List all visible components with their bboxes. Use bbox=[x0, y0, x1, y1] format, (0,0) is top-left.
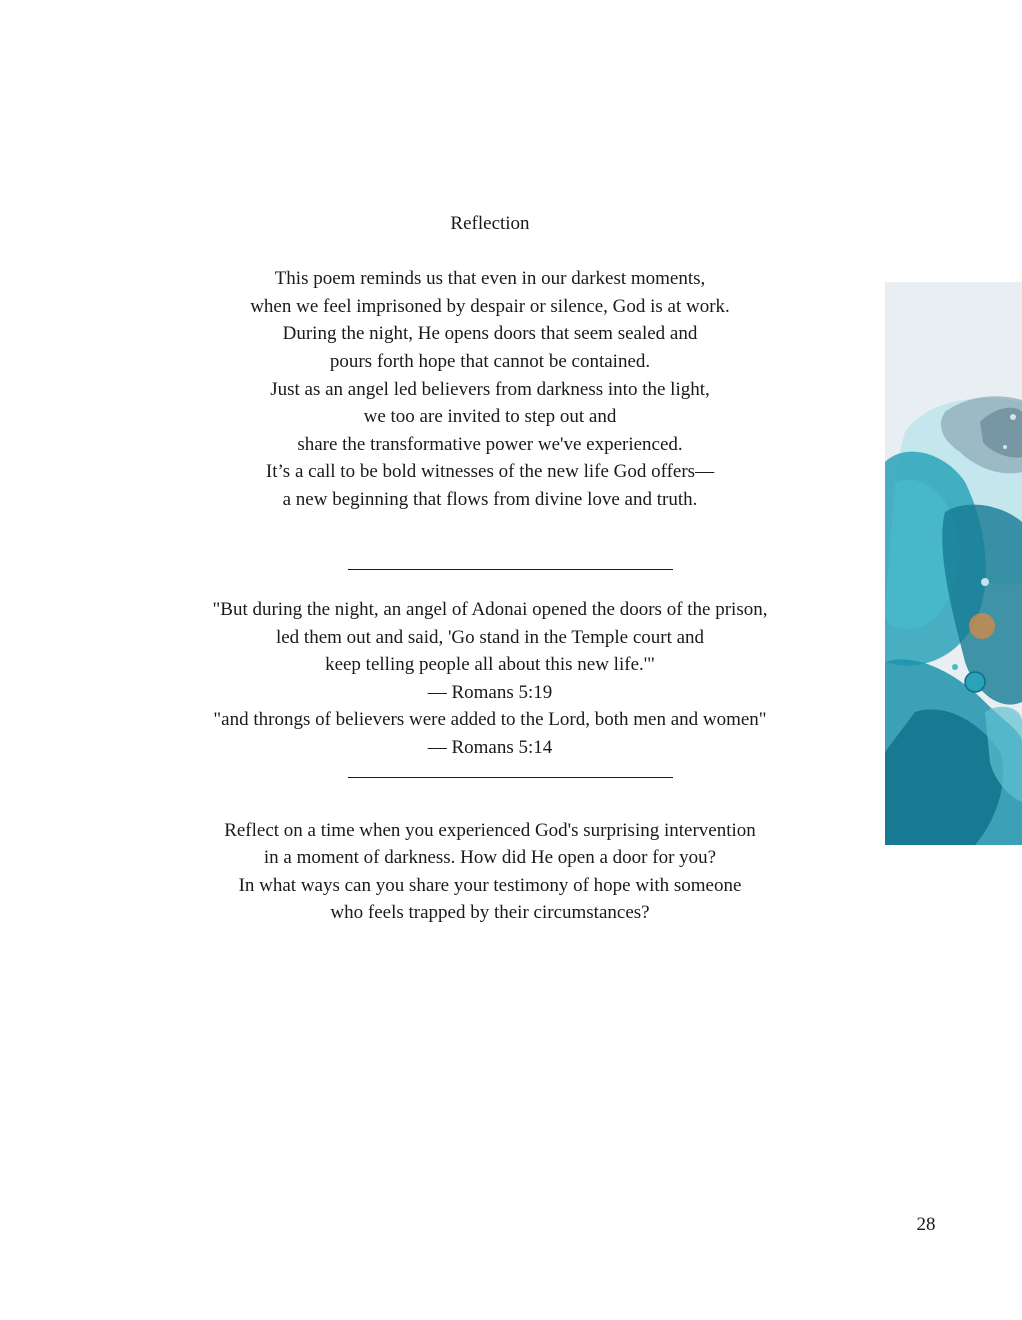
prompt-line: in a moment of darkness. How did He open a door for you? bbox=[263, 847, 717, 868]
page-number: 28 bbox=[916, 1214, 936, 1235]
scripture-line: led them out and said, 'Go stand in the Temple court and bbox=[275, 627, 705, 648]
reflection-line: a new beginning that flows from divine love and truth. bbox=[282, 489, 698, 510]
watercolor-art-image bbox=[885, 282, 1022, 845]
reflection-line: During the night, He opens doors that seem sealed and bbox=[282, 323, 698, 344]
reflection-line: It’s a call to be bold witnesses of the new life God offers— bbox=[265, 461, 715, 482]
reflection-line: This poem reminds us that even in our darkest moments, bbox=[274, 268, 706, 289]
reflection-line: when we feel imprisoned by despair or silence, God is at work. bbox=[250, 296, 730, 317]
reflection-line: pours forth hope that cannot be contained. bbox=[329, 351, 651, 372]
reflection-line: share the transformative power we've experienced. bbox=[297, 434, 683, 455]
scripture-citation: — Romans 5:19 bbox=[427, 682, 553, 703]
prompt-line: Reflect on a time when you experienced God's surprising intervention bbox=[224, 820, 756, 841]
scripture-line: "But during the night, an angel of Adonai opened the doors of the prison, bbox=[212, 599, 768, 620]
prompt-line: In what ways can you share your testimony of hope with someone bbox=[238, 875, 742, 896]
scripture-line: keep telling people all about this new life.'" bbox=[325, 654, 655, 675]
reflection-line: we too are invited to step out and bbox=[363, 406, 617, 427]
scripture-citation: — Romans 5:14 bbox=[427, 737, 553, 758]
scripture-line: "and throngs of believers were added to the Lord, both men and women" bbox=[213, 709, 767, 730]
divider-rule-top bbox=[348, 569, 673, 570]
divider-rule-bottom bbox=[348, 777, 673, 778]
reflection-line: Just as an angel led believers from darkness into the light, bbox=[270, 379, 710, 400]
section-heading: Reflection bbox=[450, 213, 530, 234]
prompt-line: who feels trapped by their circumstances? bbox=[330, 902, 650, 923]
